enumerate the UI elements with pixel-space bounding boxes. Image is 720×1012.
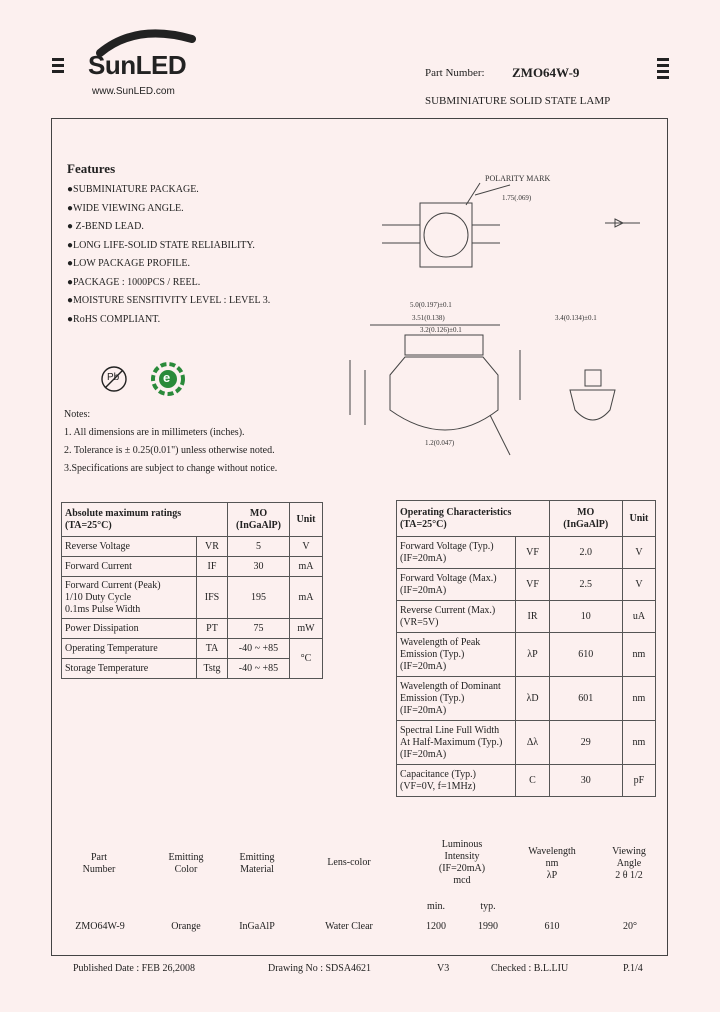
right-edge-marks — [657, 58, 669, 82]
table-row: Spectral Line Full Width At Half-Maximum (Typ.) (IF=20mA) Δλ 29 nm — [397, 721, 656, 765]
footer-drawing: Drawing No : SDSA4621 — [268, 963, 372, 974]
table-row: Reverse Voltage VR 5 V — [62, 537, 323, 557]
summary-wave-header: Wavelength nm λP — [528, 846, 576, 881]
notes — [64, 406, 277, 478]
website: www.SunLED.com — [92, 86, 175, 97]
feature-item: ●MOISTURE SENSITIVITY LEVEL : LEVEL 3. — [67, 295, 271, 306]
footer-page: P.1/4 — [623, 963, 643, 974]
subtitle: SUBMINIATURE SOLID STATE LAMP — [425, 95, 611, 107]
table-row: Forward Voltage (Max.) (IF=20mA) VF 2.5 V — [397, 569, 656, 601]
note-item: 1. All dimensions are in millimeters (inches). — [64, 427, 245, 438]
logo-text: SunLED — [88, 50, 187, 80]
feature-item: ● Z-BEND LEAD. — [67, 221, 144, 232]
dim-label: 3.51(0.138) — [412, 314, 445, 322]
summary-typ-label: typ. — [480, 901, 496, 912]
dim-label: 3.4(0.134)±0.1 — [555, 314, 597, 322]
feature-item: ●WIDE VIEWING ANGLE. — [67, 202, 184, 214]
polarity-label: POLARITY MARK — [485, 174, 551, 183]
package-drawing — [330, 165, 660, 470]
feature-item: ●LONG LIFE-SOLID STATE RELIABILITY. — [67, 239, 255, 251]
summary-cell: InGaAlP — [239, 921, 275, 932]
table-row: Reverse Current (Max.) (VR=5V) IR 10 uA — [397, 601, 656, 633]
note-item: 3.Specifications are subject to change without notice. — [64, 463, 278, 474]
op-char-title: Operating Characteristics (TA=25°C) — [397, 501, 550, 537]
features-title: Features — [67, 161, 116, 176]
summary-material-header: Emitting Material — [239, 852, 275, 875]
summary-cell: 20° — [623, 921, 637, 932]
table-row: Capacitance (Typ.) (VF=0V, f=1MHz) C 30 pF — [397, 765, 656, 797]
dim-label: 3.2(0.126)±0.1 — [420, 326, 462, 334]
rohs-e-icon — [151, 362, 185, 396]
summary-part-header: Part Number — [82, 852, 116, 875]
feature-item: ●RoHS COMPLIANT. — [67, 313, 161, 325]
pb-free-icon — [100, 365, 128, 393]
abs-max-title: Absolute maximum ratings (TA=25°C) — [62, 503, 228, 537]
table-row: Power Dissipation PT 75 mW — [62, 619, 323, 639]
dim-label: 1.75(.069) — [502, 194, 532, 202]
e-label: e — [163, 370, 171, 385]
summary-cell: Orange — [171, 921, 201, 932]
table-row: Wavelength of Peak Emission (Typ.) (IF=20mA) λP 610 nm — [397, 633, 656, 677]
op-char-mo-header: MO (InGaAlP) — [549, 501, 622, 537]
summary-min-label: min. — [426, 901, 446, 912]
summary-color-header: Emitting Color — [168, 852, 204, 875]
note-item: 2. Tolerance is ± 0.25(0.01") unless otherwise noted. — [64, 445, 275, 456]
table-row: Wavelength of Dominant Emission (Typ.) (IF=20mA) λD 601 nm — [397, 677, 656, 721]
table-row: Forward Voltage (Typ.) (IF=20mA) VF 2.0 V — [397, 537, 656, 569]
dim-label: 5.0(0.197)±0.1 — [410, 301, 452, 309]
table-row: Operating Temperature TA -40 ~ +85 °C — [62, 639, 323, 659]
notes-title: Notes: — [64, 409, 91, 420]
left-edge-marks — [52, 58, 64, 76]
summary-view-header: Viewing Angle 2 θ 1/2 — [612, 846, 646, 881]
summary-cell: ZMO64W-9 — [75, 921, 125, 932]
summary-cell: Water Clear — [325, 921, 373, 932]
footer-version: V3 — [437, 963, 450, 974]
summary-cell: 610 — [544, 921, 560, 932]
feature-item: ●SUBMINIATURE PACKAGE. — [67, 184, 199, 195]
feature-item: ●PACKAGE : 1000PCS / REEL. — [67, 276, 201, 288]
abs-max-mo-header: MO (InGaAlP) — [228, 503, 290, 537]
summary-cell: 1200 — [426, 921, 446, 932]
part-number-label: Part Number: — [425, 67, 485, 79]
summary-lens-header: Lens-color — [327, 857, 371, 868]
footer-checked: Checked : B.L.LIU — [491, 963, 569, 974]
abs-max-table — [61, 502, 323, 679]
pb-label: Pb — [107, 372, 120, 383]
dim-label: 1.2(0.047) — [425, 439, 455, 447]
footer-published: Published Date : FEB 26,2008 — [73, 963, 195, 974]
table-row: Forward Current IF 30 mA — [62, 557, 323, 577]
table-row: Forward Current (Peak) 1/10 Duty Cycle 0.1ms Pulse Width IFS 195 mA — [62, 577, 323, 619]
op-char-table: Operating Characteristics (TA=25°C) MO (InGaAlP) Unit Forward Voltage (Typ.) (IF=20mA) VF 2.0 V Forward Voltage (Max.) (IF=20mA) VF 2.5 V Reverse Current (Max.) (VR=5V) IR 10 uA Wavelength of Peak Emission (Typ.) (IF=20mA) λP 610 nm Wavelength of Dominant Emission (Typ.) (IF=20mA) λD 601 nm Spectral Line Full Width At Half-Maximum (Typ.) (IF=20mA) Δλ 29 nm Capacitance (Typ.) (VF=0V, f=1MHz) C 30 pF — [396, 500, 656, 797]
summary-lum-header: Luminous Intensity (IF=20mA) mcd — [438, 839, 486, 886]
abs-max-unit-header: Unit — [290, 503, 323, 537]
table-row: Storage Temperature Tstg -40 ~ +85 — [62, 659, 323, 679]
summary-cell: 1990 — [478, 921, 498, 932]
feature-item: ●LOW PACKAGE PROFILE. — [67, 258, 190, 269]
features-list — [67, 181, 270, 329]
part-number: ZMO64W-9 — [512, 65, 580, 80]
